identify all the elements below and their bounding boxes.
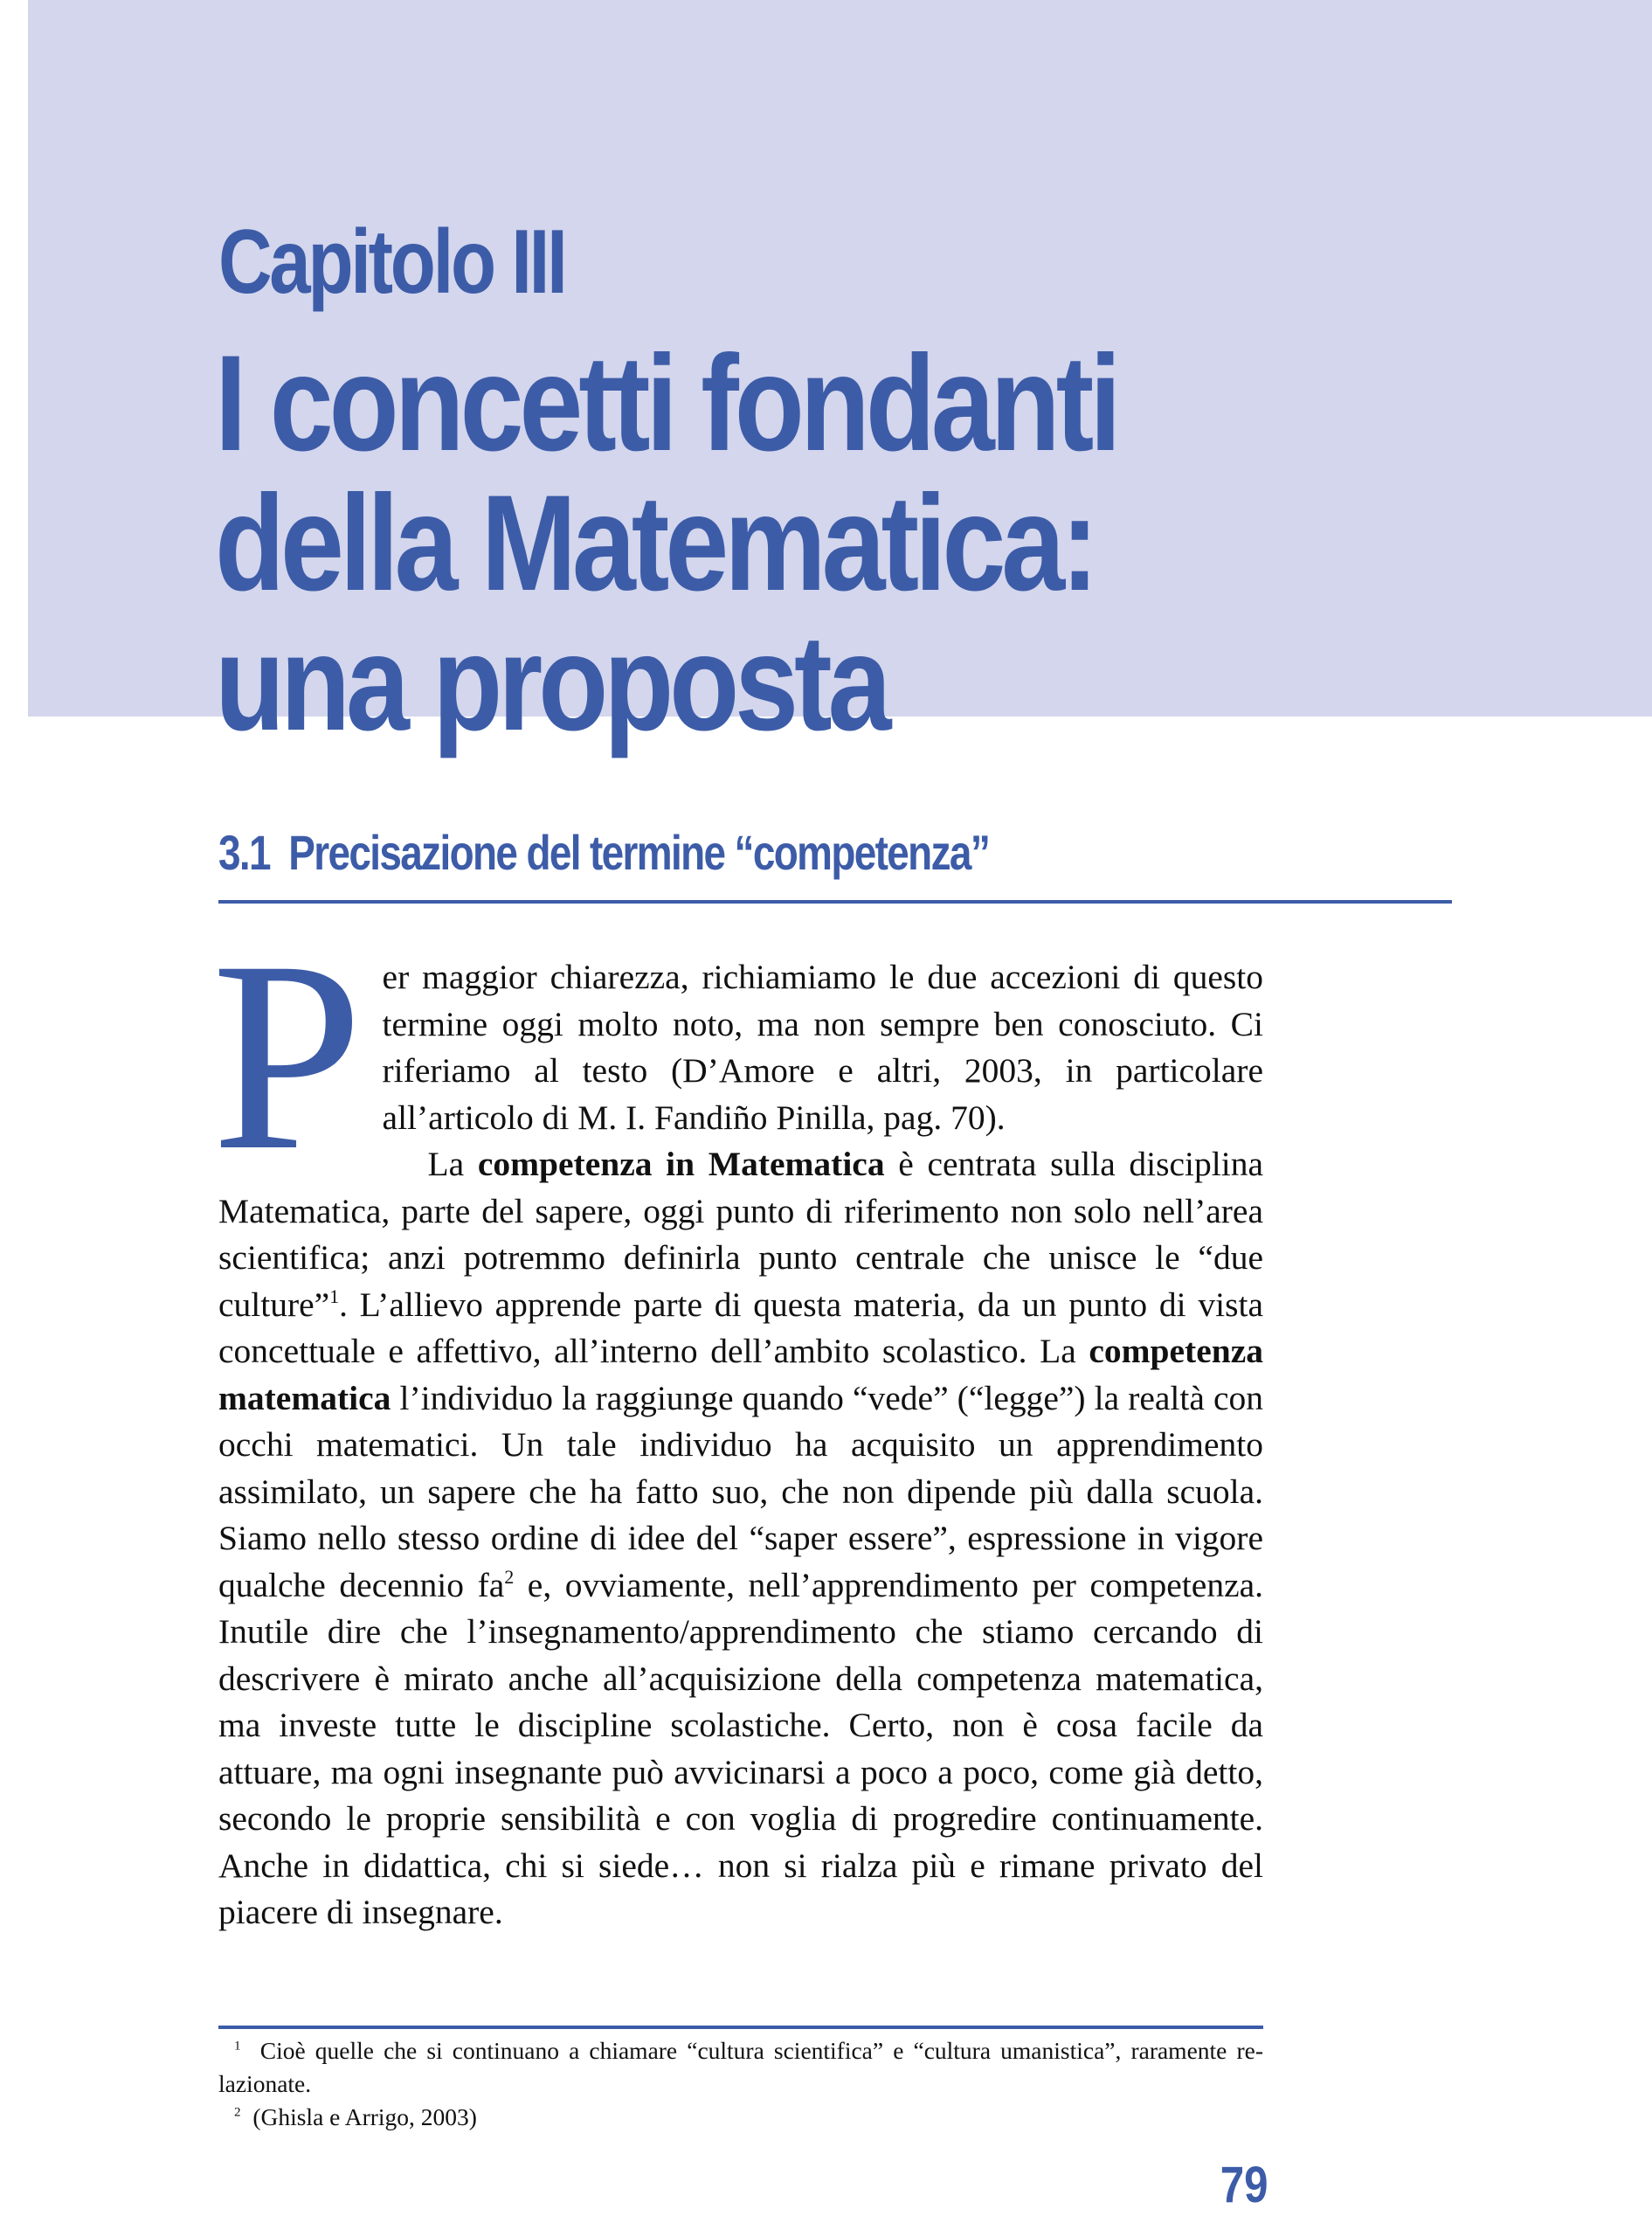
section-heading (218, 825, 990, 880)
footnote-1 (218, 2034, 1263, 2101)
footnote-text: Cioè quelle che si continuano a chiamare “cultura scientifica” e “cultura umanistica”, raramente relazionate. (218, 2037, 1264, 2097)
footnote-ref-1[interactable]: 1 (329, 1285, 340, 1307)
paragraph-text: è centrata sulla disciplina Matematica, parte del sapere, oggi punto di riferimento non solo nell’area scientifica; anzi potremmo definirla punto centrale che unisce le “due culture” (218, 1145, 1263, 1324)
footnote-mark: 2 (234, 2105, 241, 2120)
bold-term: competenza matematica (218, 1332, 1263, 1417)
footnote-2 (218, 2101, 1263, 2134)
paragraph-text: er maggior chiarezza, richiamiamo le due accezioni di questo termine oggi molto noto, ma non sempre ben conosciuto. Ci riferiamo al testo (D’Amore e altri, 2003, in particolare all’articolo di M. I. Fandiño Pinilla, pag. 70). (382, 958, 1263, 1137)
page-number: 79 (1220, 2157, 1268, 2213)
chapter-title-line: della Matematica: (215, 467, 1095, 620)
chapter-title-line: una proposta (215, 607, 888, 759)
paragraph-text: l’individuo la raggiunge quando “vede” (“legge”) la realtà con occhi matematici. Un tale individuo ha acquisito un apprendimento assimilato, un sapere che ha fatto suo, che non dipende più dalla scuola. Siamo nello stesso ordine di idee del “saper essere”, espressione in vigore qualche decennio fa (218, 1378, 1263, 1604)
paragraph-text: La (427, 1145, 478, 1183)
section-title: Precisazione del termine “competenza” (288, 825, 990, 880)
chapter-title-line: I concetti fondanti (215, 328, 1117, 480)
body-text (211, 905, 1264, 1936)
paragraph-text: e, ovviamente, nell’apprendimento per competenza. Inutile dire che l’insegnamento/apprendimento che stiamo cercando di descrivere è mirato anche all’acquisizione della competenza matematica, ma investe tutte le discipline scolastiche. Certo, non è cosa facile da attuare, ma ogni insegnante può avvicinarsi a poco a poco, come già detto, secondo le proprie sensibilità e con voglia di progredire continuamente. Anche in didattica, chi si siede… non si rialza più e rimane privato del piacere di insegnare. (218, 1565, 1264, 1931)
footnote-text: (Ghisla e Arrigo, 2003) (252, 2103, 477, 2130)
section-divider (218, 900, 1452, 904)
paragraph-2 (218, 1141, 1263, 1936)
chapter-title (215, 328, 1117, 759)
paragraph-text: . L’allievo apprende parte di questa materia, da un punto di vista concettuale e affettivo, all’interno dell’ambito scolastico. La (218, 1285, 1263, 1370)
footnotes (218, 2034, 1263, 2134)
footnote-mark: 1 (234, 2039, 241, 2053)
chapter-label: Capitolo III (218, 211, 565, 313)
drop-cap: P (211, 905, 363, 1207)
footnote-ref-2[interactable]: 2 (504, 1566, 515, 1588)
section-number: 3.1 (218, 825, 270, 880)
paragraph-1 (218, 954, 1263, 1141)
footnote-divider (218, 2026, 1263, 2029)
bold-term: competenza in Matematica (477, 1145, 885, 1183)
